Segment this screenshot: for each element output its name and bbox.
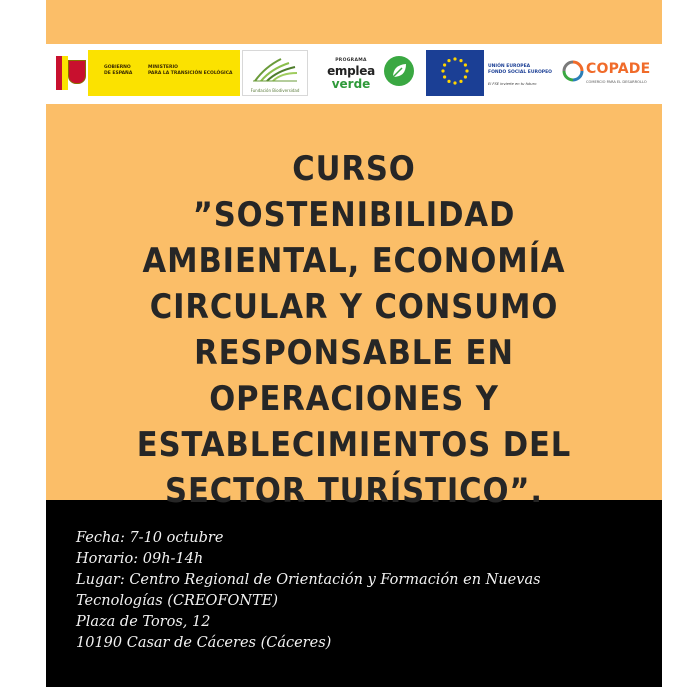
fundacion-label: Fundación Biodiversidad [250, 88, 300, 93]
grass-icon [251, 55, 299, 83]
copade-sub: COMERCIO PARA EL DESARROLLO [586, 80, 647, 84]
info-fecha: Fecha: 7-10 octubre [76, 530, 224, 546]
eu-flag-icon [426, 50, 484, 96]
copade-logo [562, 50, 658, 96]
info-lugar-2: Tecnologías (CREOFONTE) [76, 593, 278, 609]
copade-name: COPADE [586, 61, 651, 77]
union-europea-logo [426, 50, 556, 96]
info-horario: Horario: 09h-14h [76, 551, 204, 567]
course-info [76, 528, 656, 654]
leaf-icon [384, 56, 414, 86]
course-poster [46, 0, 662, 687]
info-direccion: Plaza de Toros, 12 [76, 614, 211, 630]
course-title: CURSO ”SOSTENIBILIDAD AMBIENTAL, ECONOMÍA CIRCULAR Y CONSUMO RESPONSABLE EN OPERACIONES Y ESTABLECIMIENTOS DEL SECTOR TURÍSTICO”. [136, 149, 572, 511]
copade-swirl-icon [562, 60, 584, 82]
emplea-verde-programa: PROGRAMA [335, 58, 367, 63]
title-area [46, 104, 662, 511]
emplea-verde-line2: verde [331, 77, 371, 91]
emplea-verde-line1: emplea [327, 64, 375, 78]
gobierno-text: GOBIERNO DE ESPAÑA [104, 65, 133, 76]
info-lugar-1: Lugar: Centro Regional de Orientación y Formación en Nuevas [76, 572, 541, 588]
spain-crest-icon [52, 50, 88, 96]
ministerio-text: MINISTERIO PARA LA TRANSICIÓN ECOLÓGICA [148, 65, 233, 76]
union-europea-text: UNIÓN EUROPEA FONDO SOCIAL EUROPEO [488, 64, 552, 75]
gobierno-espana-logo [52, 50, 240, 96]
top-band [46, 0, 662, 44]
fundacion-biodiversidad-logo [242, 50, 308, 96]
info-ciudad: 10190 Casar de Cáceres (Cáceres) [76, 635, 332, 651]
sponsor-logo-strip [46, 44, 662, 104]
union-europea-sub: El FSE invierte en tu futuro [488, 82, 537, 86]
emplea-verde-logo [320, 50, 414, 96]
